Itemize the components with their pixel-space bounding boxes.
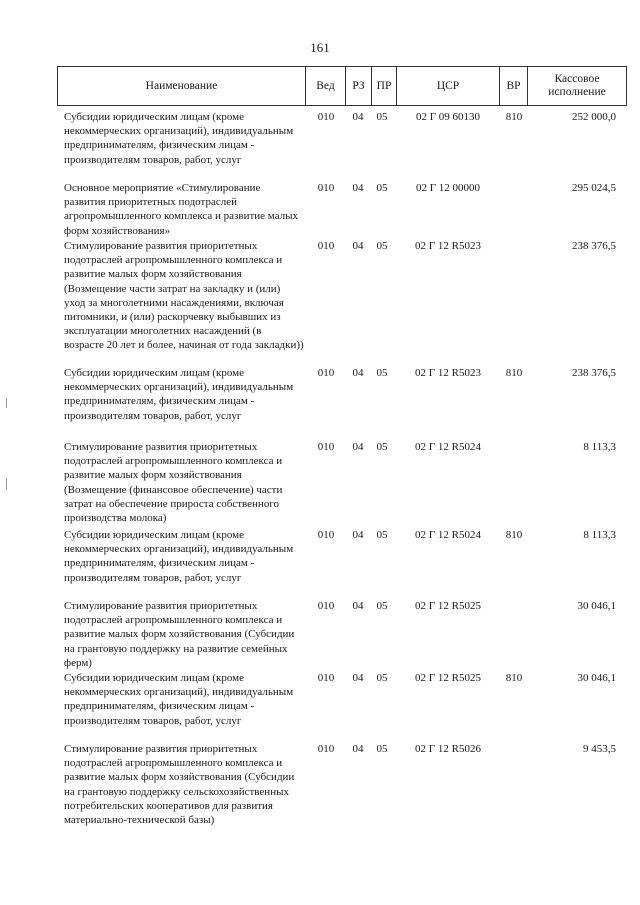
header-vr: ВР	[500, 67, 528, 105]
row-rz: 04	[352, 367, 364, 379]
row-name: Стимулирование развития приоритетных подотраслей агропромышленного комплекса и развитие малых форм хозяйствования (Субсидии на грантовую поддержку на развитие семейных ферм)	[64, 600, 295, 669]
row-csr: 02 Г 09 60130	[415, 111, 481, 123]
scan-margin-mark	[6, 398, 7, 408]
row-pr: 05	[376, 600, 388, 612]
row-ved: 010	[317, 441, 335, 453]
header-pr: ПР	[372, 67, 397, 105]
row-vr: 810	[505, 111, 523, 123]
header-name: Наименование	[58, 67, 306, 105]
row-pr: 05	[376, 441, 388, 453]
row-csr: 02 Г 12 00000	[415, 182, 481, 194]
table-header	[57, 66, 627, 106]
row-sum: 252 000,0	[572, 111, 616, 123]
row-rz: 04	[352, 182, 364, 194]
row-ved: 010	[317, 240, 335, 252]
row-ved: 010	[317, 111, 335, 123]
row-csr: 02 Г 12 R5026	[415, 743, 481, 755]
row-sum: 30 046,1	[577, 672, 616, 684]
row-ved: 010	[317, 672, 335, 684]
header-rz: РЗ	[346, 67, 372, 105]
row-csr: 02 Г 12 R5023	[415, 367, 481, 379]
row-name: Стимулирование развития приоритетных подотраслей агропромышленного комплекса и развитие малых форм хозяйствования (Возмещение части затрат на закладку и (или) уход за многолетними насаждениями, включая питомники, и (или) раскорчевку выбывших из эксплуатации многолетних насаждений (в возрасте 20 лет и более, начиная от года закладки))	[64, 240, 304, 352]
row-ved: 010	[317, 743, 335, 755]
scan-margin-mark	[6, 478, 7, 490]
row-ved: 010	[317, 529, 335, 541]
row-name: Стимулирование развития приоритетных подотраслей агропромышленного комплекса и развитие малых форм хозяйствования (Возмещение (финансовое обеспечение) части затрат на обеспечение прироста собственного производства молока)	[64, 441, 283, 525]
row-pr: 05	[376, 743, 388, 755]
row-sum: 238 376,5	[572, 367, 616, 379]
row-sum: 238 376,5	[572, 240, 616, 252]
row-name: Субсидии юридическим лицам (кроме некоммерческих организаций), индивидуальным предпринимателям, физическим лицам - производителям товаров, работ, услуг	[64, 529, 294, 584]
row-ved: 010	[317, 600, 335, 612]
row-name: Субсидии юридическим лицам (кроме некоммерческих организаций), индивидуальным предпринимателям, физическим лицам - производителям товаров, работ, услуг	[64, 672, 294, 727]
row-sum: 9 453,5	[583, 743, 616, 755]
row-csr: 02 Г 12 R5025	[415, 600, 481, 612]
row-rz: 04	[352, 529, 364, 541]
row-name: Субсидии юридическим лицам (кроме некоммерческих организаций), индивидуальным предпринимателям, физическим лицам - производителям товаров, работ, услуг	[64, 367, 294, 422]
row-vr: 810	[505, 529, 523, 541]
row-pr: 05	[376, 240, 388, 252]
row-name: Основное мероприятие «Стимулирование развития приоритетных подотраслей агропромышленного комплекса и развитие малых форм хозяйствования»	[64, 182, 299, 237]
header-csr: ЦСР	[397, 67, 500, 105]
row-csr: 02 Г 12 R5024	[415, 529, 481, 541]
row-ved: 010	[317, 367, 335, 379]
row-vr: 810	[505, 367, 523, 379]
row-rz: 04	[352, 743, 364, 755]
row-pr: 05	[376, 529, 388, 541]
row-pr: 05	[376, 182, 388, 194]
row-sum: 8 113,3	[583, 441, 616, 453]
row-name: Стимулирование развития приоритетных подотраслей агропромышленного комплекса и развитие малых форм хозяйствования (Субсидии на грантовую поддержку сельскохозяйственных потребительских кооперативов для развития материально-технической базы)	[64, 743, 295, 827]
row-csr: 02 Г 12 R5023	[415, 240, 481, 252]
row-ved: 010	[317, 182, 335, 194]
row-csr: 02 Г 12 R5024	[415, 441, 481, 453]
row-rz: 04	[352, 672, 364, 684]
row-rz: 04	[352, 441, 364, 453]
row-rz: 04	[352, 111, 364, 123]
row-sum: 295 024,5	[572, 182, 616, 194]
row-name: Субсидии юридическим лицам (кроме некоммерческих организаций), индивидуальным предпринимателям, физическим лицам - производителям товаров, работ, услуг	[64, 111, 294, 166]
row-sum: 8 113,3	[583, 529, 616, 541]
header-sum: Кассовое исполнение	[548, 73, 606, 98]
row-sum: 30 046,1	[577, 600, 616, 612]
row-vr: 810	[505, 672, 523, 684]
row-pr: 05	[376, 367, 388, 379]
row-pr: 05	[376, 111, 388, 123]
row-pr: 05	[376, 672, 388, 684]
page-number: 161	[310, 40, 330, 55]
header-ved: Вед	[306, 67, 346, 105]
row-rz: 04	[352, 600, 364, 612]
row-csr: 02 Г 12 R5025	[415, 672, 481, 684]
row-rz: 04	[352, 240, 364, 252]
